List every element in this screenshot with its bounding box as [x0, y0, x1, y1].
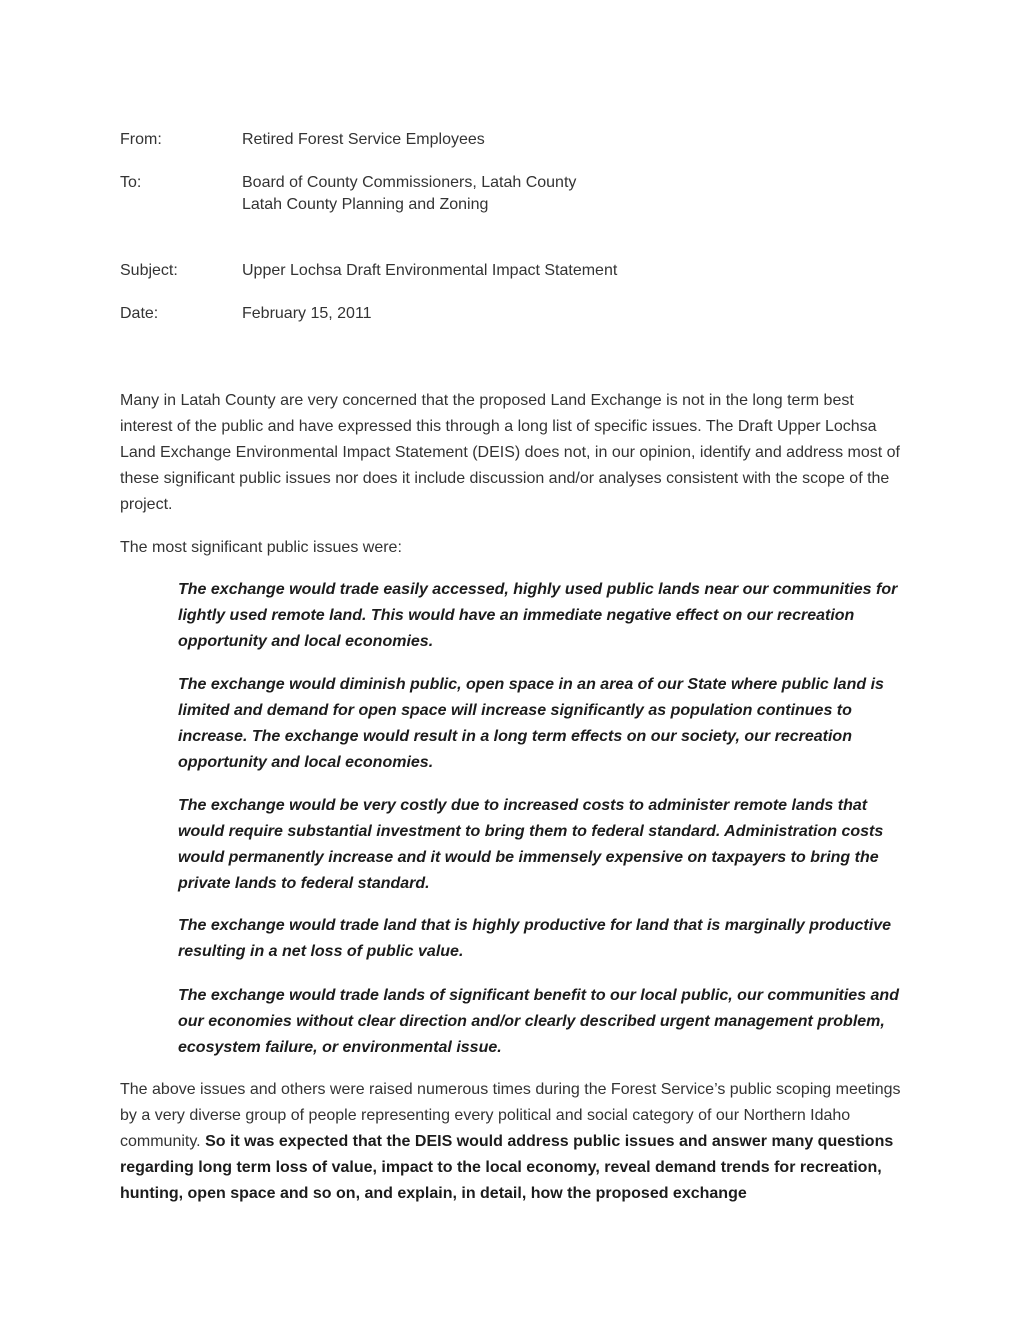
to-label: To: [120, 174, 142, 191]
closing-regular-text: The above issues and others were raised numerous times during the Forest Service’s public scoping meetings by a very diverse group of people representing every political and social category of our Northern Idaho community. [120, 1081, 901, 1150]
closing-paragraph [120, 1077, 910, 1207]
to-value [242, 172, 842, 216]
issue-item: The exchange would trade easily accessed, highly used public lands near our communities for lightly used remote land. This would have an immediate negative effect on our recreation opportunity and local economies. [178, 581, 898, 650]
to-value-line-1: Board of County Commissioners, Latah County [242, 174, 577, 191]
subject-value: Upper Lochsa Draft Environmental Impact Statement [242, 262, 618, 279]
subject-label: Subject: [120, 262, 178, 279]
intro-paragraph: Many in Latah County are very concerned that the proposed Land Exchange is not in the long term best interest of the public and have expressed this through a long list of specific issues. The Draft Upper Lochsa Land Exchange Environmental Impact Statement (DEIS) does not, in our opinion, identify and address most of these significant public issues nor does it include discussion and/or analyses consistent with the scope of the project. [120, 392, 900, 513]
issues-lead: The most significant public issues were: [120, 539, 402, 556]
issue-item: The exchange would trade lands of significant benefit to our local public, our communities and our economies without clear direction and/or clearly described urgent management problem, ecosystem failure, or environmental issue. [178, 987, 899, 1056]
closing-bold-text: So it was expected that the DEIS would address public issues and answer many questions regarding long term loss of value, impact to the local economy, reveal demand trends for recreation, hunting, open space and so on, and explain, in detail, how the proposed exchange [120, 1133, 894, 1202]
to-value-line-2: Latah County Planning and Zoning [242, 196, 489, 213]
date-value: February 15, 2011 [242, 305, 372, 322]
from-label: From: [120, 131, 162, 148]
issue-item: The exchange would diminish public, open space in an area of our State where public land is limited and demand for open space will increase significantly as population continues to increase. The exchange would result in a long term effects on our society, our recreation opportunity and local economies. [178, 676, 884, 771]
issue-item: The exchange would be very costly due to increased costs to administer remote lands that would require substantial investment to bring them to federal standard. Administration costs would permanently increase and it would be immensely expensive on taxpayers to bring the private lands to federal standard. [178, 797, 884, 892]
from-value: Retired Forest Service Employees [242, 131, 485, 148]
date-label: Date: [120, 305, 159, 322]
issue-item: The exchange would trade land that is highly productive for land that is marginally productive resulting in a net loss of public value. [178, 917, 891, 960]
